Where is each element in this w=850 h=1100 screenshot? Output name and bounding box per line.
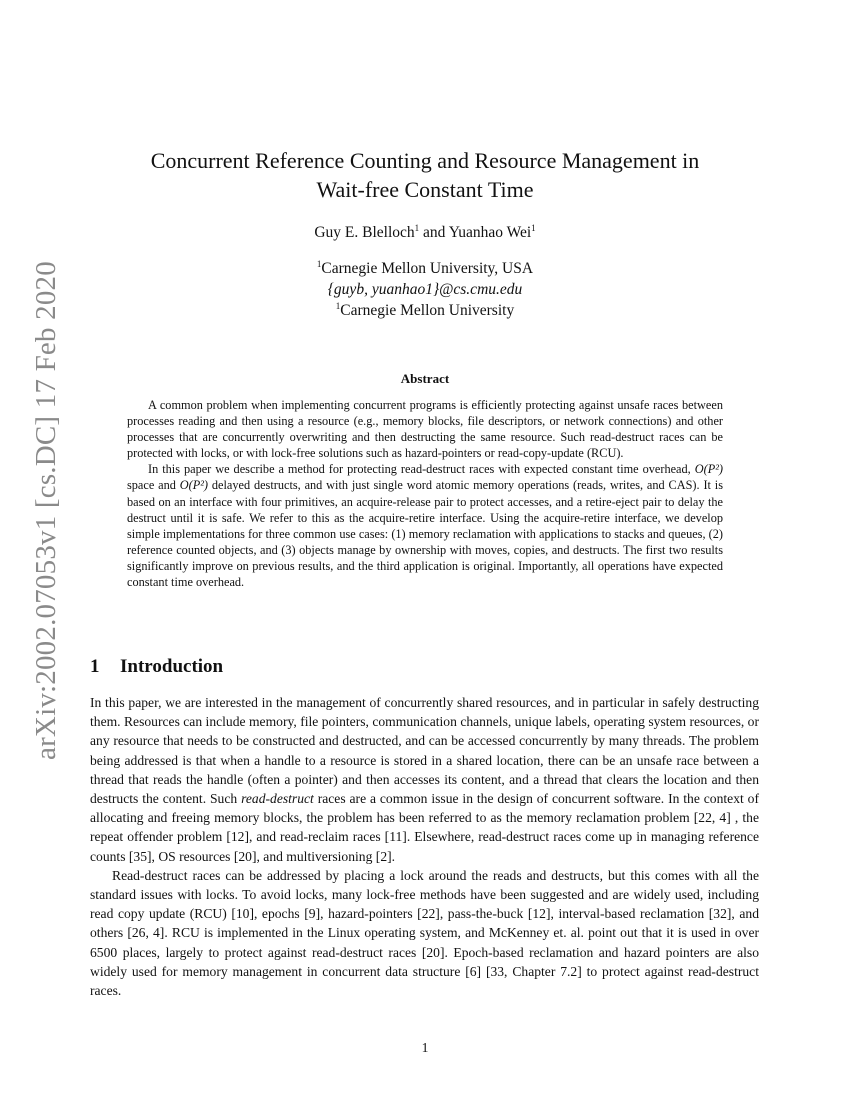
affiliation-mark: 1	[531, 223, 536, 233]
affiliation-text: Carnegie Mellon University, USA	[321, 260, 534, 277]
text-run: races are a common issue in the design of concurrent software. In the context of allocating and freeing memory blocks, the problem has been referred to as the memory reclamation problem [22, 4] , the repeat offender problem [12], and read-reclaim races [11]. Elsewhere, read-destruct races come up in managing reference counts [35], OS resources [20], and multiversioning [2].	[90, 791, 759, 864]
math-expression: O(P²)	[179, 478, 209, 493]
abstract-paragraph: A common problem when implementing concurrent programs is efficiently protecting against unsafe races between processes reading and then using a resource (e.g., memory blocks, file descriptors, or network connections) and other processes that are concurrently overwriting and then destructing the same resource. Such read-destruct races can be protected with locks, or with lock-free solutions such as hazard-pointers or read-copy-update (RCU).	[127, 398, 723, 461]
section-heading	[90, 656, 223, 678]
affiliation-text: Carnegie Mellon University	[340, 302, 515, 319]
author-separator: and	[419, 224, 449, 241]
text-run: In this paper we describe a method for protecting read-destruct races with expected constant time overhead,	[148, 462, 695, 477]
emphasis: read-destruct	[241, 791, 314, 807]
paper-title	[0, 146, 850, 204]
affiliation-block	[0, 258, 850, 321]
text-run: In this paper, we are interested in the management of concurrently shared resources, and in particular in safely destructing them. Resources can include memory, file pointers, communication channels, unique labels, operating system resources, or any resource that needs to be constructed and destructed, and can be accessed concurrently by many threads. The problem being addressed is that when a handle to a resource is stored in a shared location, there can be an unsafe race between a thread that reads the handle (often a pointer) and then accesses its content, and a thread that clears the location and then destructs the content. Such	[90, 695, 759, 807]
author-name: Yuanhao Wei	[448, 224, 532, 241]
affiliation-line	[0, 300, 850, 321]
text-run: space and	[127, 478, 180, 493]
author-name: Guy E. Blelloch	[314, 224, 415, 241]
title-line-2: Wait-free Constant Time	[316, 177, 534, 202]
affiliation-mark: 1	[316, 259, 322, 269]
body-paragraph	[90, 693, 759, 866]
title-line-1: Concurrent Reference Counting and Resource Management in	[150, 148, 700, 173]
affiliation-line	[0, 258, 850, 279]
affiliation-mark: 1	[335, 301, 341, 311]
author-list	[0, 224, 850, 242]
arxiv-watermark	[30, 261, 70, 760]
author-emails: {guyb, yuanhao1}@cs.cmu.edu	[327, 281, 523, 298]
section-title: Introduction	[120, 656, 224, 677]
section-body	[90, 693, 759, 1000]
body-paragraph: Read-destruct races can be addressed by placing a lock around the reads and destructs, but this comes with all the standard issues with locks. To avoid locks, many lock-free methods have been suggested and are widely used, including read copy update (RCU) [10], epochs [9], hazard-pointers [22], pass-the-buck [12], interval-based reclamation [32], and others [26, 4]. RCU is implemented in the Linux operating system, and McKenney et. al. point out that it is used in over 6500 places, largely to protect against read-destruct races [20]. Epoch-based reclamation and hazard pointers are also widely used for memory management in concurrent data structure [6] [33, Chapter 7.2] to protect against read-destruct races.	[90, 867, 759, 999]
affiliation-mark: 1	[414, 223, 420, 233]
arxiv-id: arXiv:2002.07053v1 [cs.DC] 17 Feb 2020	[30, 261, 62, 760]
page-number: 1	[421, 1040, 429, 1055]
abstract-paragraph	[127, 461, 723, 590]
math-expression: O(P²)	[694, 462, 723, 477]
section-number: 1	[90, 656, 100, 677]
text-run: delayed destructs, and with just single word atomic memory operations (reads, writes, and CAS). It is based on an interface with four primitives, an acquire-release pair to protect accesses, and a retire-eject pair to delay the destruct until it is safe. We refer to this as the acquire-retire interface. Using the acquire-retire interface, we develop simple implementations for three common use cases: (1) memory reclamation with applications to stacks and queues, (2) reference counted objects, and (3) objects manage by ownership with moves, copies, and destructs. The first two results significantly improve on previous results, and the third application is original. Importantly, all operations have expected constant time overhead.	[127, 478, 723, 590]
abstract-heading: Abstract	[400, 371, 450, 386]
abstract-body	[127, 397, 723, 590]
